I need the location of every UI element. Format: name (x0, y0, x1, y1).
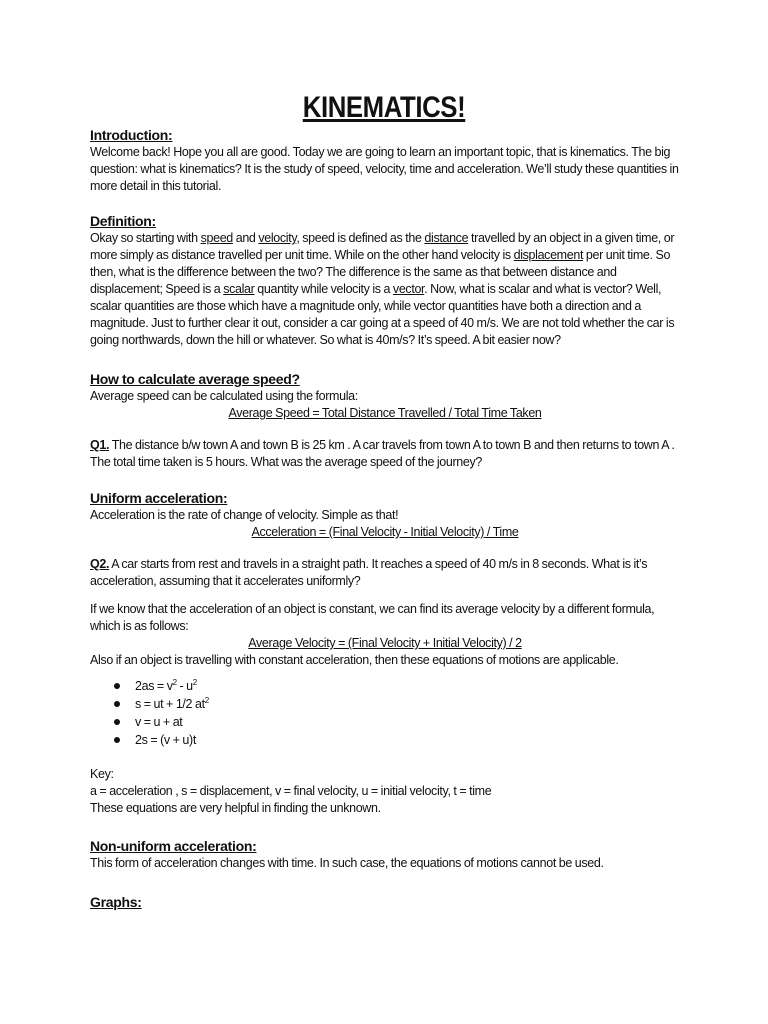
definition-section (90, 212, 680, 349)
intro-text: Welcome back! Hope you all are good. Today we are going to learn an important topic, that is kinematics. The big question: what is kinematics? It is the study of speed, velocity, time and acceleration. We’ll study these quantities in more detail in this tutorial. (90, 145, 679, 193)
equations-section (90, 677, 680, 749)
term-speed: speed (200, 231, 233, 245)
equation-text: 2s = (v + u)t (135, 733, 196, 747)
bullet-icon (114, 701, 120, 707)
term-displacement: displacement (513, 248, 584, 262)
q1-label: Q1. (90, 438, 110, 452)
definition-text-part: and (232, 231, 259, 245)
term-scalar: scalar (223, 282, 255, 296)
definition-text (90, 230, 680, 349)
definition-heading: Definition: (90, 213, 156, 229)
key-label: Key: (90, 767, 114, 781)
bullet-icon (114, 719, 120, 725)
uniform-formula: Acceleration = (Final Velocity - Initial Velocity) / Time (251, 525, 519, 539)
key-note: These equations are very helpful in finding the unknown. (90, 801, 381, 815)
nonuniform-heading: Non-uniform acceleration: (90, 838, 257, 854)
intro-section (90, 126, 680, 195)
q2-text (90, 556, 680, 590)
avg-speed-text: Average speed can be calculated using the formula: (90, 389, 358, 403)
definition-text-part: quantity while velocity is a (254, 282, 393, 296)
nonuniform-section (90, 837, 680, 872)
graphs-section (90, 893, 680, 911)
avg-speed-heading: How to calculate average speed? (90, 371, 300, 387)
avg-velocity-text: If we know that the acceleration of an object is constant, we can find its average velocity by a different formula, which is as follows: (90, 602, 655, 633)
equation-text: 2as = v (135, 679, 173, 693)
avg-speed-section (90, 370, 680, 422)
q2-label: Q2. (90, 557, 110, 571)
equation-text: - u (176, 679, 193, 693)
key-text: a = acceleration , s = displacement, v = final velocity, u = initial velocity, t = time (90, 784, 492, 798)
definition-text-part: per unit time. So then, what is the difference between the two? The difference is the same as that between distance and displacement; Speed is a (90, 248, 671, 296)
avg-velocity-text2: Also if an object is travelling with constant acceleration, then these equations of motions are applicable. (90, 653, 619, 667)
avg-velocity-formula: Average Velocity = (Final Velocity + Initial Velocity) / 2 (248, 636, 522, 650)
equations-list (90, 677, 680, 749)
term-distance: distance (424, 231, 469, 245)
term-velocity: velocity (258, 231, 297, 245)
definition-text-part: , speed is defined as the (296, 231, 425, 245)
avg-speed-formula: Average Speed = Total Distance Travelled / Total Time Taken (228, 406, 542, 420)
equation-item (90, 677, 680, 695)
q1-section (90, 437, 680, 471)
page-title: KINEMATICS! (302, 91, 466, 124)
intro-heading: Introduction: (90, 127, 173, 143)
bullet-icon (114, 683, 120, 689)
uniform-section (90, 489, 680, 541)
key-section (90, 766, 680, 817)
avg-velocity-section (90, 601, 680, 669)
uniform-heading: Uniform acceleration: (90, 490, 228, 506)
q2-section (90, 556, 680, 590)
q2-body: A car starts from rest and travels in a straight path. It reaches a speed of 40 m/s in 8 seconds. What is it’s acceleration, assuming that it accelerates uniformly? (90, 557, 648, 588)
definition-text-part: Okay so starting with (90, 231, 201, 245)
equation-text: s = ut + 1/2 at (135, 697, 205, 711)
q1-text (90, 437, 680, 471)
equation-superscript: 2 (192, 677, 197, 687)
equation-item (90, 695, 680, 713)
equation-item (90, 713, 680, 731)
uniform-text: Acceleration is the rate of change of velocity. Simple as that! (90, 508, 399, 522)
equation-superscript: 2 (172, 677, 177, 687)
nonuniform-text: This form of acceleration changes with time. In such case, the equations of motions cannot be used. (90, 856, 604, 870)
definition-text-part: . Now, what is scalar and what is vector? Well, scalar quantities are those which have a magnitude only, while vector quantities have both a direction and a magnitude. Just to further clear it out, consider a car going at a speed of 40 m/s. We are not told whether the car is going northwards, down the hill or whatever. So what is 40m/s? It’s speed. A bit easier now? (90, 282, 675, 347)
q1-body: The distance b/w town A and town B is 25 km . A car travels from town A to town B and then returns to town A . The total time taken is 5 hours. What was the average speed of the journey? (90, 438, 675, 469)
definition-text-part: travelled by an object in a given time, or more simply as distance travelled per unit time. While on the other hand velocity is (90, 231, 675, 262)
term-vector: vector (392, 282, 425, 296)
bullet-icon (114, 737, 120, 743)
equation-superscript: 2 (204, 695, 209, 705)
equation-item (90, 731, 680, 749)
graphs-heading: Graphs: (90, 894, 142, 910)
equation-text: v = u + at (135, 715, 183, 729)
